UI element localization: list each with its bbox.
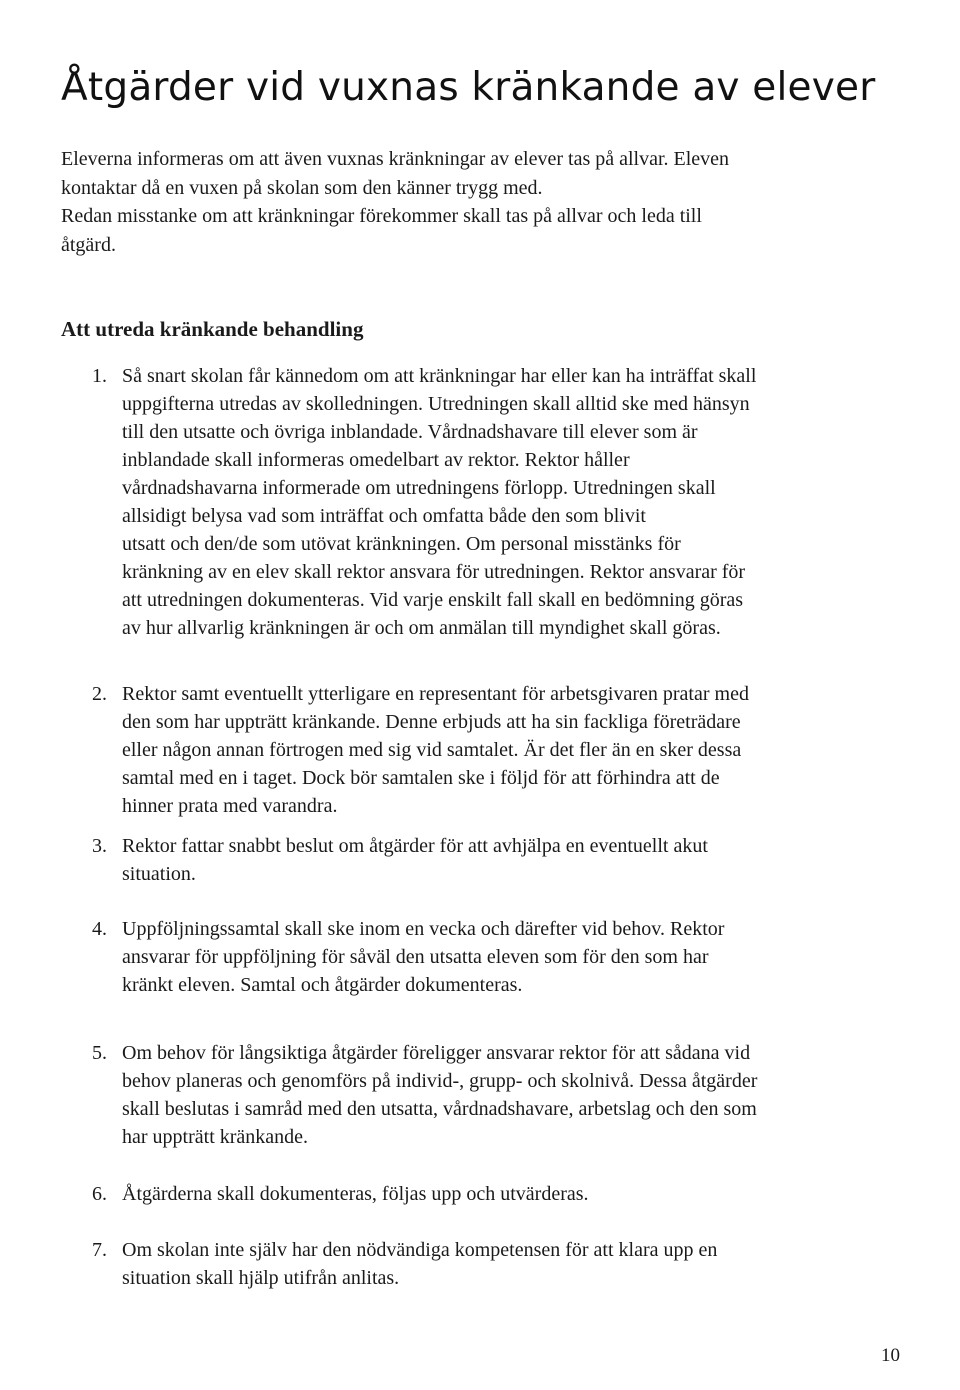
list-item-line: till den utsatte och övriga inblandade. Vårdnadshavare till elever som är (122, 421, 698, 443)
list-item-line: situation skall hjälp utifrån anlitas. (122, 1267, 400, 1289)
intro-line: Redan misstanke om att kränkningar förekommer skall tas på allvar och leda till (61, 205, 702, 227)
list-item-line: kränkning av en elev skall rektor ansvara för utredningen. Rektor ansvarar för (122, 561, 746, 583)
list-item-line: utsatt och den/de som utövat kränkningen. Om personal misstänks för (122, 533, 681, 555)
intro-line: kontaktar då en vuxen på skolan som den känner trygg med. (61, 176, 543, 199)
list-item-text (122, 832, 922, 888)
list-item-number: 5. (92, 1042, 107, 1064)
page-number: 10 (881, 1345, 900, 1366)
list-item-line: situation. (122, 863, 196, 885)
list-item-text (122, 915, 922, 999)
list-item-text (122, 362, 922, 642)
list-item-line: samtal med en i taget. Dock bör samtalen ske i följd för att förhindra att de (122, 767, 720, 789)
list-item-line: vårdnadshavarna informerade om utredningens förlopp. Utredningen skall (122, 477, 716, 499)
list-item-number: 2. (92, 683, 107, 705)
list-item-text (122, 1236, 922, 1292)
list-item-line: av hur allvarlig kränkningen är och om anmälan till myndighet skall göras. (122, 617, 721, 639)
list-item-line: skall beslutas i samråd med den utsatta, vårdnadshavare, arbetslag och den som (122, 1098, 757, 1120)
list-item-text (122, 1039, 922, 1151)
intro-line: Eleverna informeras om att även vuxnas kränkningar av elever tas på allvar. Eleven (61, 148, 730, 170)
list-item-line: den som har uppträtt kränkande. Denne erbjuds att ha sin fackliga företrädare (122, 711, 741, 733)
list-item-line: Uppföljningssamtal skall ske inom en vecka och därefter vid behov. Rektor (122, 918, 725, 940)
list-item-number: 6. (92, 1183, 107, 1205)
list-item-line: ansvarar för uppföljning för såväl den utsatta eleven som för den som har (122, 946, 709, 968)
section-heading: Att utreda kränkande behandling (61, 317, 364, 341)
list-item-line: behov planeras och genomförs på individ-, grupp- och skolnivå. Dessa åtgärder (122, 1070, 758, 1092)
list-item-line: eller någon annan förtrogen med sig vid samtalet. Är det fler än en sker dessa (122, 739, 742, 761)
page-title: Åtgärder vid vuxnas kränkande av elever (61, 65, 876, 110)
list-item-line: kränkt eleven. Samtal och åtgärder dokumenteras. (122, 974, 523, 996)
list-item-line: har uppträtt kränkande. (122, 1126, 309, 1148)
list-item-text (122, 1180, 922, 1208)
list-item-number: 3. (92, 835, 107, 857)
list-item-line: allsidigt belysa vad som inträffat och omfatta både den som blivit (122, 505, 646, 527)
list-item-line: att utredningen dokumenteras. Vid varje enskilt fall skall en bedömning göras (122, 589, 744, 611)
list-item-number: 4. (92, 918, 107, 940)
list-item-line: Åtgärderna skall dokumenteras, följas upp och utvärderas. (122, 1183, 589, 1205)
list-item-line: inblandade skall informeras omedelbart av rektor. Rektor håller (122, 449, 630, 471)
list-item-number: 7. (92, 1239, 107, 1261)
list-item-line: Rektor fattar snabbt beslut om åtgärder för att avhjälpa en eventuellt akut (122, 835, 708, 857)
list-item-line: Så snart skolan får kännedom om att kränkningar har eller kan ha inträffat skall (122, 365, 757, 387)
list-item-line: hinner prata med varandra. (122, 795, 338, 817)
list-item-text (122, 680, 922, 820)
list-item-line: Om skolan inte själv har den nödvändiga kompetensen för att klara upp en (122, 1239, 718, 1261)
list-item-line: uppgifterna utredas av skolledningen. Utredningen skall alltid ske med hänsyn (122, 393, 750, 415)
list-item-line: Rektor samt eventuellt ytterligare en representant för arbetsgivaren pratar med (122, 683, 749, 705)
intro-paragraph (61, 145, 901, 259)
list-item-number: 1. (92, 365, 107, 387)
intro-line: åtgärd. (61, 233, 116, 256)
list-item-line: Om behov för långsiktiga åtgärder föreligger ansvarar rektor för att sådana vid (122, 1042, 751, 1064)
